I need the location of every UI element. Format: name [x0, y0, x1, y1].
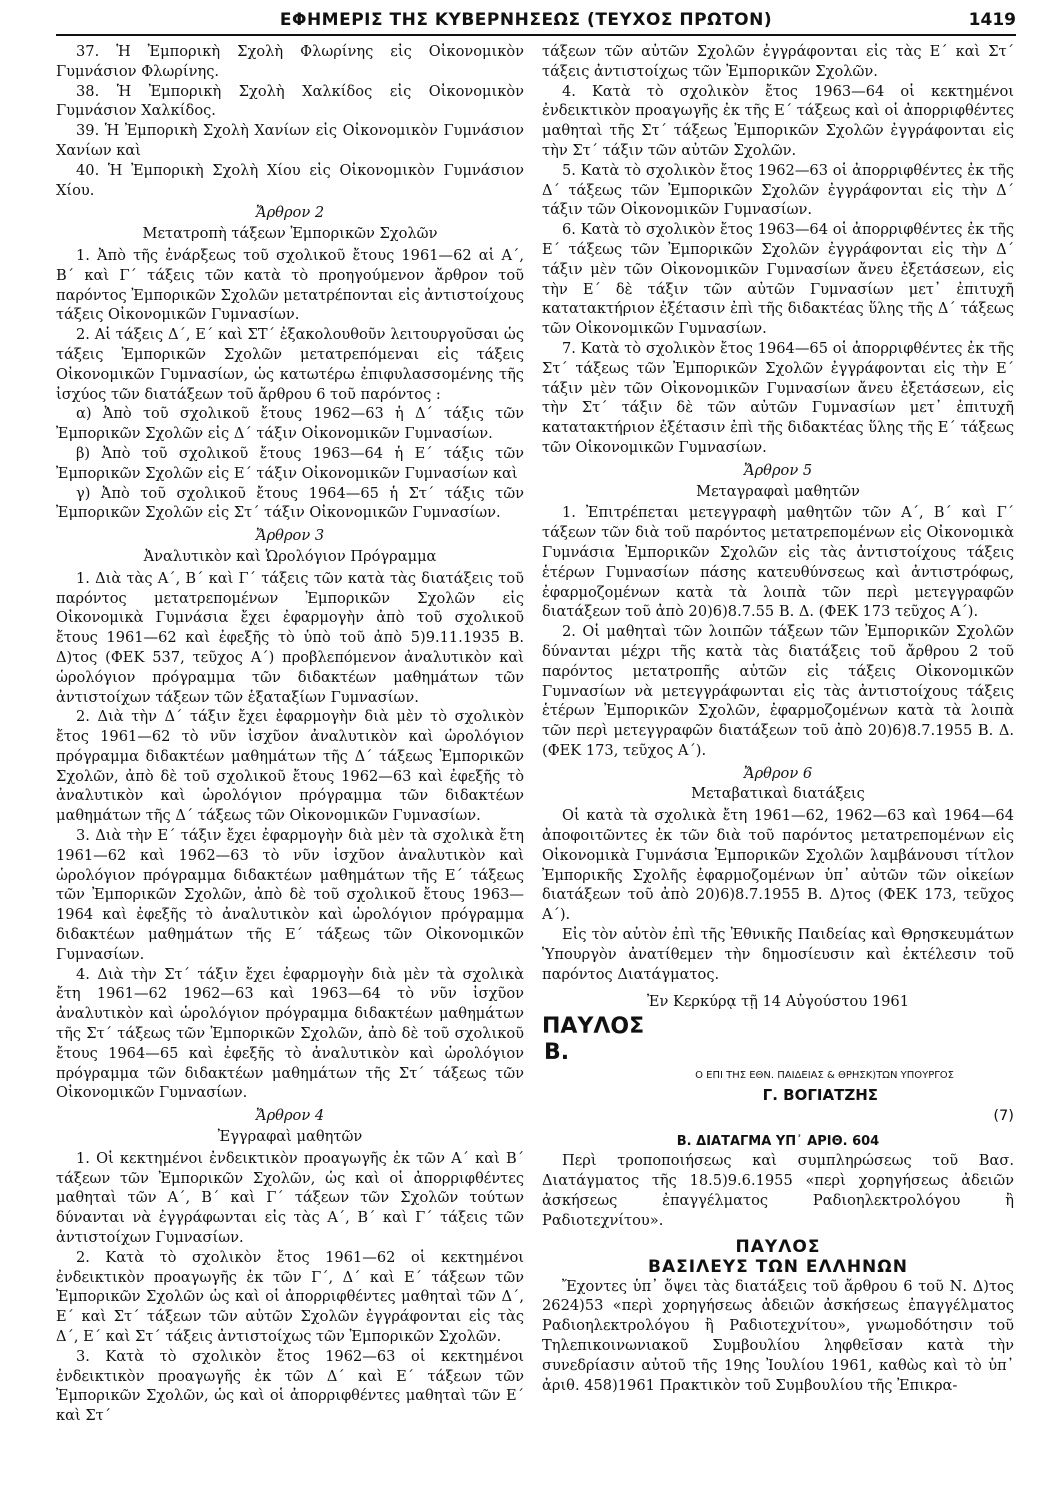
paragraph: α) Ἀπὸ τοῦ σχολικοῦ ἔτους 1962—63 ἡ Δ΄ τάξις τῶν Ἐμπορικῶν Σχολῶν εἰς Δ΄ τάξιν Οἰκονομικῶν Γυμνασίων.: [56, 405, 524, 443]
list-item: 40. Ἡ Ἐμπορικὴ Σχολὴ Χίου εἰς Οἰκονομικὸν Γυμνάσιον Χίου.: [56, 161, 524, 199]
paragraph: 2. Αἱ τάξεις Δ΄, Ε΄ καὶ ΣΤ΄ ἐξακολουθοῦν λειτουργοῦσαι ὡς τάξεις Ἐμπορικῶν Σχολῶν μετατρεπόμεναι εἰς τάξεις Οἰκονομικῶν Γυμνασίων, ὡς κατωτέρω ἐπιφυλασσομένης τῆς ἰσχύος τῶν διατάξεων τοῦ ἄρθρου 6 τοῦ παρόντος :: [56, 326, 524, 403]
left-column: [56, 42, 524, 1426]
paragraph: 1. Διὰ τὰς Α΄, Β΄ καὶ Γ΄ τάξεις τῶν κατὰ τὰς διατάξεις τοῦ παρόντος μετατρεπομένων Ἐμπορικῶν Σχολῶν εἰς Οἰκονομικὰ Γυμνάσια ἔχει ἐφαρμογὴν ἀπὸ τοῦ σχολικοῦ ἔτους 1961—62 καὶ ἐφεξῆς τὸ ὑπὸ τοῦ ἀπὸ 5)9.11.1935 Β. Δ)τος (ΦΕΚ 537, τεῦχος Α΄) προβλεπόμενον ἀναλυτικὸν καὶ ὡρολόγιον πρόγραμμα τῶν διδακτέων μαθημάτων τῶν ἀντιστοίχων τάξεων τῶν ἑξαταξίων Γυμνασίων.: [56, 569, 524, 706]
paragraph: 2. Κατὰ τὸ σχολικὸν ἔτος 1961—62 οἱ κεκτημένοι ἐνδεικτικὸν προαγωγῆς ἐκ τῶν Γ΄, Δ΄ καὶ Ε΄ τάξεων τῶν Ἐμπορικῶν Σχολῶν ὡς καὶ οἱ ἀπορριφθέντες μαθηταὶ τῶν Δ΄, Ε΄ καὶ Στ΄ τάξεων τῶν αὐτῶν Σχολῶν ἐγγράφονται εἰς τὰς Δ΄, Ε΄ καὶ Στ΄ τάξεις ἀντιστοίχως τῶν Ἐμπορικῶν Σχολῶν.: [56, 1248, 524, 1345]
paragraph: τάξεων τῶν αὐτῶν Σχολῶν ἐγγράφονται εἰς τὰς Ε΄ καὶ Στ΄ τάξεις ἀντιστοίχως τῶν Ἐμπορικῶν Σχολῶν.: [542, 43, 1014, 80]
king-name: ΠΑΥΛΟΣ: [735, 1236, 821, 1257]
preamble: Ἔχοντες ὑπ᾽ ὄψει τὰς διατάξεις τοῦ ἄρθρου 6 τοῦ Ν. Δ)τος 2624)53 «περὶ χορηγήσεως ἀδειῶν ἀσκήσεως ἐπαγγέλματος Ραδιοηλεκτρολόγου ἢ Ραδιοτεχνίτου», γνωμοδότησιν τοῦ Τηλεπικοινωνιακοῦ Συμβουλίου ληφθεῖσαν κατὰ τὴν συνεδρίασιν αὐτοῦ τῆς 19ης Ἰουλίου 1961, καθὼς καὶ τὸ ὑπ᾽ ἀριθ. 458)1961 Πρακτικὸν τοῦ Συμβουλίου τῆς Ἐπικρα-: [542, 1277, 1014, 1394]
king-initial: Β.: [544, 1040, 570, 1066]
king-title: ΒΑΣΙΛΕΥΣ ΤΩΝ ΕΛΛΗΝΩΝ: [648, 1256, 908, 1277]
minister-name: Γ. ΒΟΓΙΑΤΖΗΣ: [762, 1086, 878, 1105]
article-5-heading: Ἄρθρον 5: [743, 461, 813, 479]
paragraph: 3. Διὰ τὴν Ε΄ τάξιν ἔχει ἐφαρμογὴν διὰ μὲν τὰ σχολικὰ ἔτη 1961—62 καὶ 1962—63 τὸ νῦν ἰσχῦον ἀναλυτικὸν καὶ ὡρολόγιον πρόγραμμα διδακτέων μαθημάτων τῆς Ε΄ τάξεως τῶν Ἐμπορικῶν Σχολῶν, ἀπὸ δὲ τοῦ σχολικοῦ ἔτους 1963—1964 καὶ ἐφεξῆς τὸ ἀναλυτικὸν καὶ ὡρολόγιον πρόγραμμα διδακτέων μαθημάτων τῆς Ε΄ τάξεως τῶν Οἰκονομικῶν Γυμνασίων.: [56, 827, 524, 963]
article-2-heading: Ἄρθρον 2: [255, 204, 325, 222]
article-2-title: Μετατροπὴ τάξεων Ἐμπορικῶν Σχολῶν: [142, 225, 438, 243]
paragraph: 6. Κατὰ τὸ σχολικὸν ἔτος 1963—64 οἱ ἀπορριφθέντες ἐκ τῆς Ε΄ τάξεως τῶν Ἐμπορικῶν Σχολῶν ἐγγράφονται εἰς τὴν Δ΄ τάξιν μὲν τῶν Οἰκονομικῶν Γυμνασίων ἄνευ ἐξετάσεων, εἰς τὴν Ε΄ δὲ τάξιν τῶν αὐτῶν Γυμνασίων μετ᾽ ἐπιτυχῆ κατατακτήριον ἐξέτασιν ἐπὶ τῆς διδακτέας ὕλης τῆς Δ΄ τάξεως τῶν Οἰκονομικῶν Γυμνασίων.: [542, 221, 1014, 338]
article-3-title: Ἀναλυτικὸν καὶ Ὡρολόγιον Πρόγραμμα: [143, 547, 437, 565]
minister-title: Ο ΕΠΙ ΤΗΣ ΕΘΝ. ΠΑΙΔΕΙΑΣ & ΘΡΗΣΚ)ΤΩΝ ΥΠΟΥΡΓΟΣ: [695, 1070, 954, 1082]
paragraph: 5. Κατὰ τὸ σχολικὸν ἔτος 1962—63 οἱ ἀπορριφθέντες ἐκ τῆς Δ΄ τάξεως τῶν Ἐμπορικῶν Σχολῶν ἐγγράφονται εἰς τὴν Δ΄ τάξιν τῶν Οἰκονομικῶν Γυμνασίων.: [542, 161, 1014, 219]
king-signature: ΠΑΥΛΟΣ: [542, 1014, 645, 1040]
paragraph: 2. Οἱ μαθηταὶ τῶν λοιπῶν τάξεων τῶν Ἐμπορικῶν Σχολῶν δύνανται μέχρι τῆς κατὰ τὰς διατάξεις τοῦ ἄρθρου 2 τοῦ παρόντος μετατροπῆς αὐτῶν εἰς τάξεις Οἰκονομικῶν Γυμνασίων νὰ μετεγγράφωνται εἰς τὰς ἀντιστοίχους τάξεις ἑτέρων Ἐμπορικῶν Σχολῶν, ἐφαρμοζομένων κατὰ τὰ λοιπὰ τῶν περὶ μετεγγραφῶν διατάξεων τοῦ ἀπὸ 20)6)8.7.1955 Β. Δ. (ΦΕΚ 173, τεῦχος Α΄).: [542, 623, 1014, 759]
paragraph: 1. Οἱ κεκτημένοι ἐνδεικτικὸν προαγωγῆς ἐκ τῶν Α΄ καὶ Β΄ τάξεων τῶν Ἐμπορικῶν Σχολῶν, ὡς καὶ οἱ ἀπορριφθέντες μαθηταὶ τῶν Α΄, Β΄ καὶ Γ΄ τάξεων τῶν Σχολῶν τούτων δύνανται νὰ ἐγγράφωνται εἰς τὰς Α΄, Β΄ καὶ Γ΄ τάξεις τῶν ἀντιστοίχων Γυμνασίων.: [56, 1149, 524, 1247]
page-header: [56, 8, 1016, 36]
decree-subject: Περὶ τροποποιήσεως καὶ συμπληρώσεως τοῦ Βασ. Διατάγματος τῆς 18.5)9.6.1955 «περὶ χορηγήσεως ἀδειῶν ἀσκήσεως ἐπαγγέλματος Ραδιοηλεκτρολόγου ἢ Ραδιοτεχνίτου».: [542, 1152, 1014, 1229]
article-3-heading: Ἄρθρον 3: [255, 527, 325, 545]
paragraph: 1. Ἀπὸ τῆς ἐνάρξεως τοῦ σχολικοῦ ἔτους 1961—62 αἱ Α΄, Β΄ καὶ Γ΄ τάξεις τῶν κατὰ τὸ προηγούμενον ἄρθρον τοῦ παρόντος Ἐμπορικῶν Σχολῶν μετατρέπονται εἰς ἀντιστοίχους τάξεις Οἰκονομικῶν Γυμνασίων.: [56, 246, 524, 324]
paragraph: β) Ἀπὸ τοῦ σχολικοῦ ἔτους 1963—64 ἡ Ε΄ τάξις τῶν Ἐμπορικῶν Σχολῶν εἰς Ε΄ τάξιν Οἰκονομικῶν Γυμνασίων καὶ: [56, 444, 524, 482]
gazette-title: ΕΦΗΜΕΡΙΣ ΤΗΣ ΚΥΒΕΡΝΗΣΕΩΣ (ΤΕΥΧΟΣ ΠΡΩΤΟΝ): [279, 10, 773, 30]
paragraph: γ) Ἀπὸ τοῦ σχολικοῦ ἔτους 1964—65 ἡ Στ΄ τάξις τῶν Ἐμπορικῶν Σχολῶν εἰς Στ΄ τάξιν Οἰκονομικῶν Γυμνασίων.: [56, 484, 524, 522]
list-item: 38. Ἡ Ἐμπορικὴ Σχολὴ Χαλκίδος εἰς Οἰκονομικὸν Γυμνάσιον Χαλκίδος.: [56, 82, 524, 120]
decree-number-row: [542, 1106, 1014, 1126]
entry-number: (7): [993, 1106, 1014, 1124]
article-5-title: Μεταγραφαὶ μαθητῶν: [696, 482, 860, 500]
list-item: 37. Ἡ Ἐμπορικὴ Σχολὴ Φλωρίνης εἰς Οἰκονομικὸν Γυμνάσιον Φλωρίνης.: [56, 43, 524, 80]
paragraph: 2. Διὰ τὴν Δ΄ τάξιν ἔχει ἐφαρμογὴν διὰ μὲν τὸ σχολικὸν ἔτος 1961—62 τὸ νῦν ἰσχῦον ἀναλυτικὸν καὶ ὡρολόγιον πρόγραμμα διδακτέων μαθημάτων τῆς Δ΄ τάξεως Ἐμπορικῶν Σχολῶν, ἀπὸ δὲ τοῦ σχολικοῦ ἔτους 1962—63 καὶ ἐφεξῆς τὸ ἀναλυτικὸν καὶ ὡρολόγιον πρόγραμμα τῶν διδακτέων μαθημάτων τῆς Δ΄ τάξεως τῶν Οἰκονομικῶν Γυμνασίων.: [56, 708, 524, 825]
paragraph: Εἰς τὸν αὐτὸν ἐπὶ τῆς Ἐθνικῆς Παιδείας καὶ Θρησκευμάτων Ὑπουργὸν ἀνατίθεμεν τὴν δημοσίευσιν καὶ ἐκτέλεσιν τοῦ παρόντος Διατάγματος.: [542, 926, 1014, 983]
decree-title: Β. ΔΙΑΤΑΓΜΑ ΥΠ᾽ ΑΡΙΘ. 604: [676, 1133, 880, 1149]
paragraph: Οἱ κατὰ τὰ σχολικὰ ἔτη 1961—62, 1962—63 καὶ 1964—64 ἀποφοιτῶντες ἐκ τῶν διὰ τοῦ παρόντος μετατρεπομένων εἰς Οἰκονομικὰ Γυμνάσια Ἐμπορικῶν Σχολῶν λαμβάνουσι τίτλον Ἐμπορικῆς Σχολῆς ἐφαρμοζομένων ὑπ᾽ αὐτῶν τῶν οἰκείων διατάξεων τοῦ ἀπὸ 20)6)8.7.1955 Β. Δ)τος (ΦΕΚ 173, τεῦχος Α΄).: [542, 807, 1014, 924]
place-date: Ἐν Κερκύρᾳ τῇ 14 Αὐγούστου 1961: [647, 993, 909, 1011]
article-4-heading: Ἄρθρον 4: [255, 1107, 325, 1125]
article-6-heading: Ἄρθρον 6: [743, 764, 813, 782]
paragraph: 4. Διὰ τὴν Στ΄ τάξιν ἔχει ἐφαρμογὴν διὰ μὲν τὰ σχολικὰ ἔτη 1961—62 1962—63 καὶ 1963—64 τὸ νῦν ἰσχῦον ἀναλυτικὸν καὶ ὡρολόγιον πρόγραμμα διδακτέων μαθημάτων τῆς Στ΄ τάξεως τῶν Ἐμπορικῶν Σχολῶν, ἀπὸ δὲ τοῦ σχολικοῦ ἔτους 1964—65 καὶ ἐφεξῆς τὸ ἀναλυτικὸν καὶ ὡρολόγιον πρόγραμμα τῶν διδακτέων μαθημάτων τῆς Στ΄ τάξεως τῶν Οἰκονομικῶν Γυμνασίων.: [56, 965, 524, 1102]
article-4-title: Ἐγγραφαὶ μαθητῶν: [217, 1128, 363, 1146]
paragraph: 3. Κατὰ τὸ σχολικὸν ἔτος 1962—63 οἱ κεκτημένοι ἐνδεικτικὸν προαγωγῆς ἐκ τῶν Δ΄ καὶ Ε΄ τάξεων τῶν Ἐμπορικῶν Σχολῶν, ὡς καὶ οἱ ἀπορριφθέντες μαθηταὶ τῶν Ε΄ καὶ Στ΄: [56, 1347, 524, 1425]
article-6-title: Μεταβατικαὶ διατάξεις: [691, 785, 865, 803]
paragraph: 4. Κατὰ τὸ σχολικὸν ἔτος 1963—64 οἱ κεκτημένοι ἐνδεικτικὸν προαγωγῆς ἐκ τῆς Ε΄ τάξεως καὶ οἱ ἀπορριφθέντες μαθηταὶ τῆς Στ΄ τάξεως Ἐμπορικῶν Σχολῶν ἐγγράφονται εἰς τὴν Στ΄ τάξιν τῶν αὐτῶν Σχολῶν.: [542, 82, 1014, 159]
page-number: 1419: [968, 10, 1016, 30]
paragraph: 1. Ἐπιτρέπεται μετεγγραφὴ μαθητῶν τῶν Α΄, Β΄ καὶ Γ΄ τάξεων τῶν διὰ τοῦ παρόντος μετατρεπομένων εἰς Οἰκονομικὰ Γυμνάσια Ἐμπορικῶν Σχολῶν εἰς τὰς ἀντιστοίχους τάξεις ἑτέρων Γυμνασίων πάσης κατευθύνσεως καὶ ἀντιστρόφως, ἐφαρμοζομένων κατὰ τὰ λοιπὰ τῶν περὶ μετεγγραφῶν διατάξεων τοῦ ἀπὸ 20)6)8.7.55 Β. Δ. (ΦΕΚ 173 τεῦχος Α΄).: [542, 504, 1014, 621]
paragraph: 7. Κατὰ τὸ σχολικὸν ἔτος 1964—65 οἱ ἀπορριφθέντες ἐκ τῆς Στ΄ τάξεως τῶν Ἐμπορικῶν Σχολῶν ἐγγράφονται εἰς τὴν Ε΄ τάξιν μὲν τῶν Οἰκονομικῶν Γυμνασίων ἄνευ ἐξετάσεων, εἰς τὴν Στ΄ τάξιν δὲ τῶν αὐτῶν Γυμνασίων μετ᾽ ἐπιτυχῆ κατατακτήριον ἐξέτασιν ἐπὶ τῆς διδακτέας ὕλης τῆς Ε΄ τάξεως τῶν Οἰκονομικῶν Γυμνασίων.: [542, 339, 1014, 456]
list-item: 39. Ἡ Ἐμπορικὴ Σχολὴ Χανίων εἰς Οἰκονομικὸν Γυμνάσιον Χανίων καὶ: [56, 122, 524, 159]
right-column: [542, 42, 1014, 1395]
